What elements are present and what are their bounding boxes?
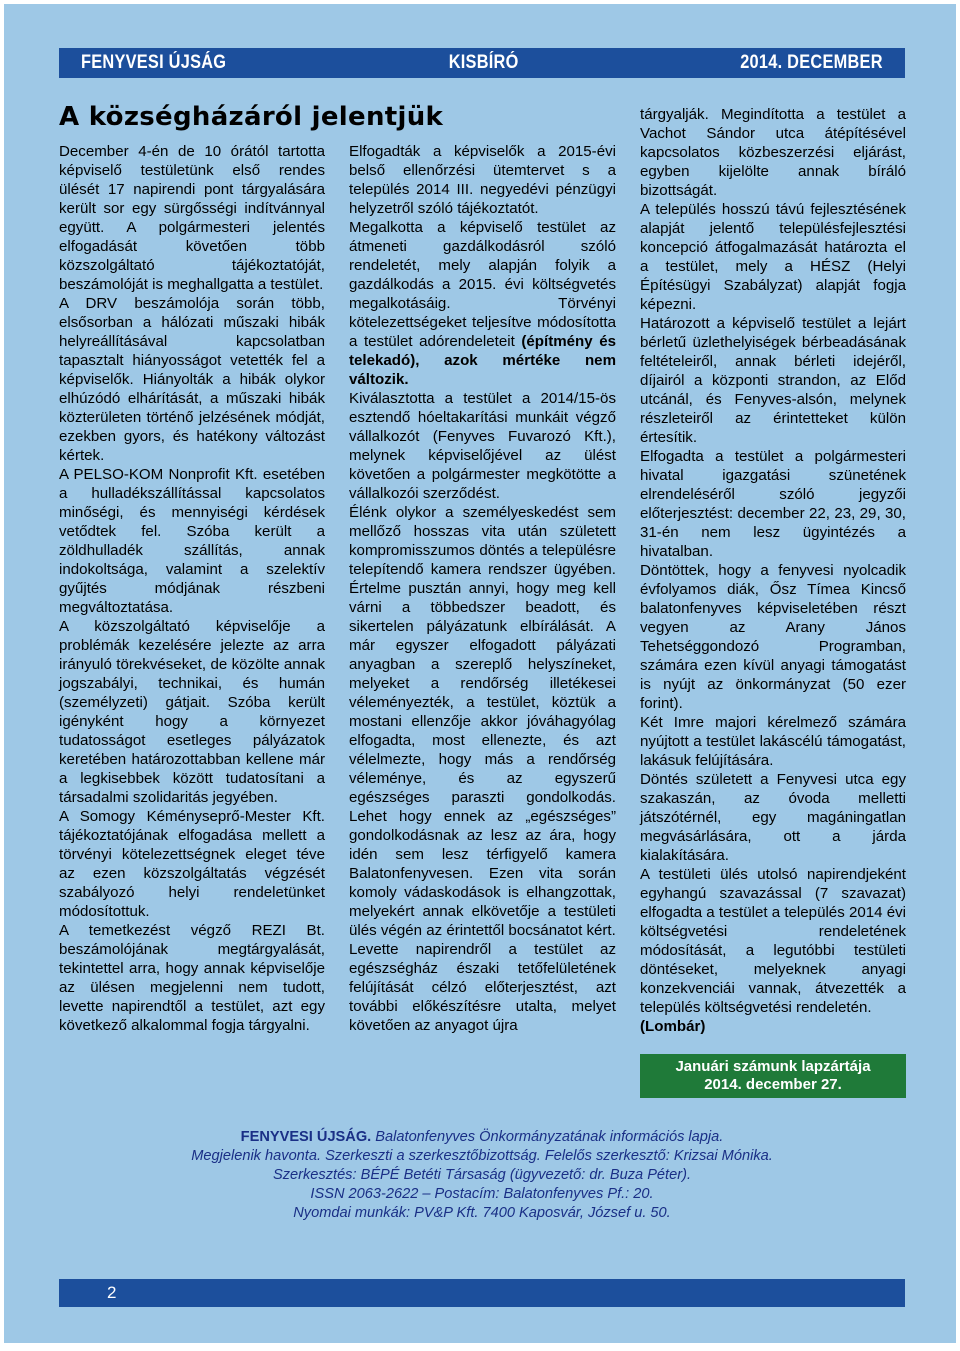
bold-text: (építmény és telekadó), azok mértéke nem változik.: [349, 333, 616, 388]
page-number-bar: [59, 1279, 905, 1307]
imprint-line: Nyomdai munkák: PV&P Kft. 7400 Kaposvár, József u. 50.: [293, 1205, 671, 1221]
imprint-line: FENYVESI ÚJSÁG. Balatonfenyves Önkormányzatának információs lapja.: [240, 1129, 724, 1145]
imprint-line: Szerkesztés: BÉPÉ Betéti Társaság (ügyvezető: dr. Buza Péter).: [273, 1167, 691, 1183]
paragraph: December 4-én de 10 órától tartotta képviselő testületünk első rendes ülését 17 napirendi pont tárgyalására került sor egy sürgősségi indítvánnyal együtt. A polgármesteri jelentés elfogadását követően több közszolgáltató tájékoztatóját, beszámolóját is meghallgatta a testület.: [59, 143, 325, 293]
imprint-line: Megjelenik havonta. Szerkeszti a szerkesztőbizottság. Felelős szerkesztő: Krizsai Mónika.: [191, 1148, 773, 1164]
imprint-line: ISSN 2063-2622 – Postacím: Balatonfenyves Pf.: 20.: [310, 1186, 654, 1202]
paragraph: A PELSO-KOM Nonprofit Kft. esetében a hulladékszállítással kapcsolatos minőségi, és mennyiségi kérdések vetődtek fel. Szóba került a zöldhulladék szállítás, annak indokoltsága, valamint a szelektív gyűjtés módjának részbeni megváltoztatása.: [59, 466, 325, 616]
paragraph: Döntés született a Fenyvesi utca egy szakaszán, az óvoda melletti játszótérnél, egy magáningatlan megvásárlására, ott a járda kialakítására.: [640, 771, 906, 864]
paragraph: Két Imre majori kérelmező számára nyújtott a testület lakáscélú támogatást, lakásuk felújítására.: [640, 714, 906, 769]
author-signature: (Lombár): [640, 1018, 706, 1035]
paragraph: Levette napirendről a testület az egészségház északi tetőfelületének felújítását célzó előterjesztést, azt további előkészítésre utalta, melyet követően az anyagot újra: [349, 941, 616, 1034]
header-bar: [59, 48, 905, 78]
article-headline: A községházáról jelentjük: [59, 102, 444, 132]
paragraph: Kiválasztotta a testület a 2014/15-ös esztendő hóeltakarítási munkáit végző vállalkozót (Fenyves Fuvarozó Kft.), melynek képviselőjével az ülést követően a polgármester megkötötte a vállalkozói szerződést.: [349, 390, 616, 502]
deadline-callout: [640, 1054, 906, 1098]
callout-date: 2014. december 27.: [704, 1076, 842, 1093]
callout-line: Januári számunk lapzártája: [675, 1058, 871, 1075]
paragraph: Döntöttek, hogy a fenyvesi nyolcadik évfolyamos diák, Ősz Tímea Kincső balatonfenyves képviseletében részt vegyen az Arany János Tehetséggondozó Programban, számára ezen kívül anyagi támogatást is nyújt az önkormányzat (50 ezer forint).: [640, 562, 906, 712]
paragraph: A közszolgáltató képviselője a problémák kezelésére jelezte az arra irányuló törekvéseket, de közölte annak jogszabályi, technikai, és humán (személyzeti) gátjait. Szóba került igényként hogy a környezet tudatosságot esetleges pályázatok keretében határozottabban kellene már a legkisebbek között tudatosítani a társadalmi szolidaritás jegyében.: [59, 618, 325, 806]
imprint-title: FENYVESI ÚJSÁG.: [240, 1129, 372, 1145]
paragraph: tárgyalják. Megindította a testület a Vachot Sándor utca átépítésével kapcsolatos közbeszerzési eljárást, egyben kijelölte annak bíráló bizottságát.: [640, 106, 906, 199]
paragraph: A Somogy Kéményseprő-Mester Kft. tájékoztatójának elfogadása mellett a törvényi kötelezettségnek eleget téve az ezen közszolgáltatás végzését szabályozó helyi rendeletünket módosítottuk.: [59, 808, 325, 920]
imprint: [59, 1128, 905, 1223]
article-column-2: [349, 142, 616, 1035]
issue-date: 2014. DECEMBER: [740, 52, 883, 73]
paragraph: [349, 218, 616, 389]
article-column-3: [640, 105, 906, 1036]
publication-name: FENYVESI ÚJSÁG: [81, 52, 227, 73]
paragraph: Élénk olykor a személyeskedést sem mellőző hosszas vita után született kompromisszumos döntés a településre telepítendő kamera rendszer ügyében. Értelme pusztán annyi, hogy meg kell várni a többedszer beadott, és sikertelen pályázatunk elbírálását. A már egyszer elfogadott pályázati anyagban a szereplő helyszíneket, melyeket a rendőrség illetékesei véleményezték, a testület, köztük a mostani ellenzője akkor jóváhagyólag elfogadta, most ellenezte, és azt vélelmezte, hogy más a rendőrség véleménye, és az egyszerű egészséges paraszti gondolkodás. Lehet hogy ennek az „egészséges” gondolkodásnak az lesz az ára, hogy idén sem lesz térfigyelő kamera Balatonfenyvesen. Ezen vita során komoly vádaskodások is elhangzottak, melyekért annak elkövetője a testületi ülés végén az érintettől bocsánatot kért.: [349, 504, 616, 939]
article-column-1: [59, 142, 325, 1035]
section-name: KISBÍRÓ: [448, 52, 519, 73]
paragraph: A testületi ülés utolsó napirendjeként egyhangú szavazással (7 szavazat) elfogadta a testület a település 2014 évi költségvetési rendeletének módosítását, a legutóbbi testületi döntéseket, melyeknek anyagi konzekvenciái vannak, átvezették a település költségvetési rendeletén.: [640, 866, 907, 1016]
newsletter-page: [4, 4, 956, 1343]
paragraph: Határozott a képviselő testület a lejárt bérletű üzlethelyiségek bérbeadásának feltételeiről, annak bérleti idejéről, díjairól a központi strandon, az Előd utcánál, és Fenyves-alsón, melynek részleteiről az érintetteket külön értesítik.: [640, 315, 906, 446]
page-number: 2: [107, 1283, 117, 1302]
paragraph: A település hosszú távú fejlesztésének alapját jelentő településfejlesztési koncepció átfogalmazását határozta el a testület, mely a HÉSZ (Helyi Építésügyi Szabályzat) alapját fogja képezni.: [640, 201, 906, 313]
paragraph-text: Megalkotta a képviselő testület az átmeneti gazdálkodásról szóló rendeletét, mely alapján folyik a gazdálkodás a 2015. évi költségvetés megalkotásáig. Törvényi kötelezettségeket teljesítve módosította a testület adórendeleteit: [349, 219, 616, 350]
paragraph: A DRV beszámolója során több, elsősorban a hálózati műszaki hibák helyreállításával kapcsolatban tapasztalt hiányosságot vetették fel a képviselők. Hiányolták a hibák olykor elhúzódó elhárítását, a műszaki hibák közterületen történő jelzésének módját, ezekben gyors, és hatékony változást kértek.: [59, 295, 325, 464]
paragraph: Elfogadta a testület a polgármesteri hivatal igazgatási szünetének elrendeléséről szóló jegyzői előterjesztést: december 22, 23, 29, 30, 31-én nem lesz ügyintézés a hivatalban.: [640, 448, 906, 560]
paragraph: Elfogadták a képviselők a 2015-évi belső ellenőrzési ütemtervet s a település 2014 III. negyedévi pénzügyi helyzetről szóló tájékoztatót.: [349, 143, 616, 217]
paragraph: A temetkezést végző REZI Bt. beszámolójának megtárgyalását, tekintettel arra, hogy annak képviselője az ülésen megjelenni nem tudott, levette napirendtől a testület, azt egy következő alkalommal fogja tárgyalni.: [59, 922, 325, 1034]
